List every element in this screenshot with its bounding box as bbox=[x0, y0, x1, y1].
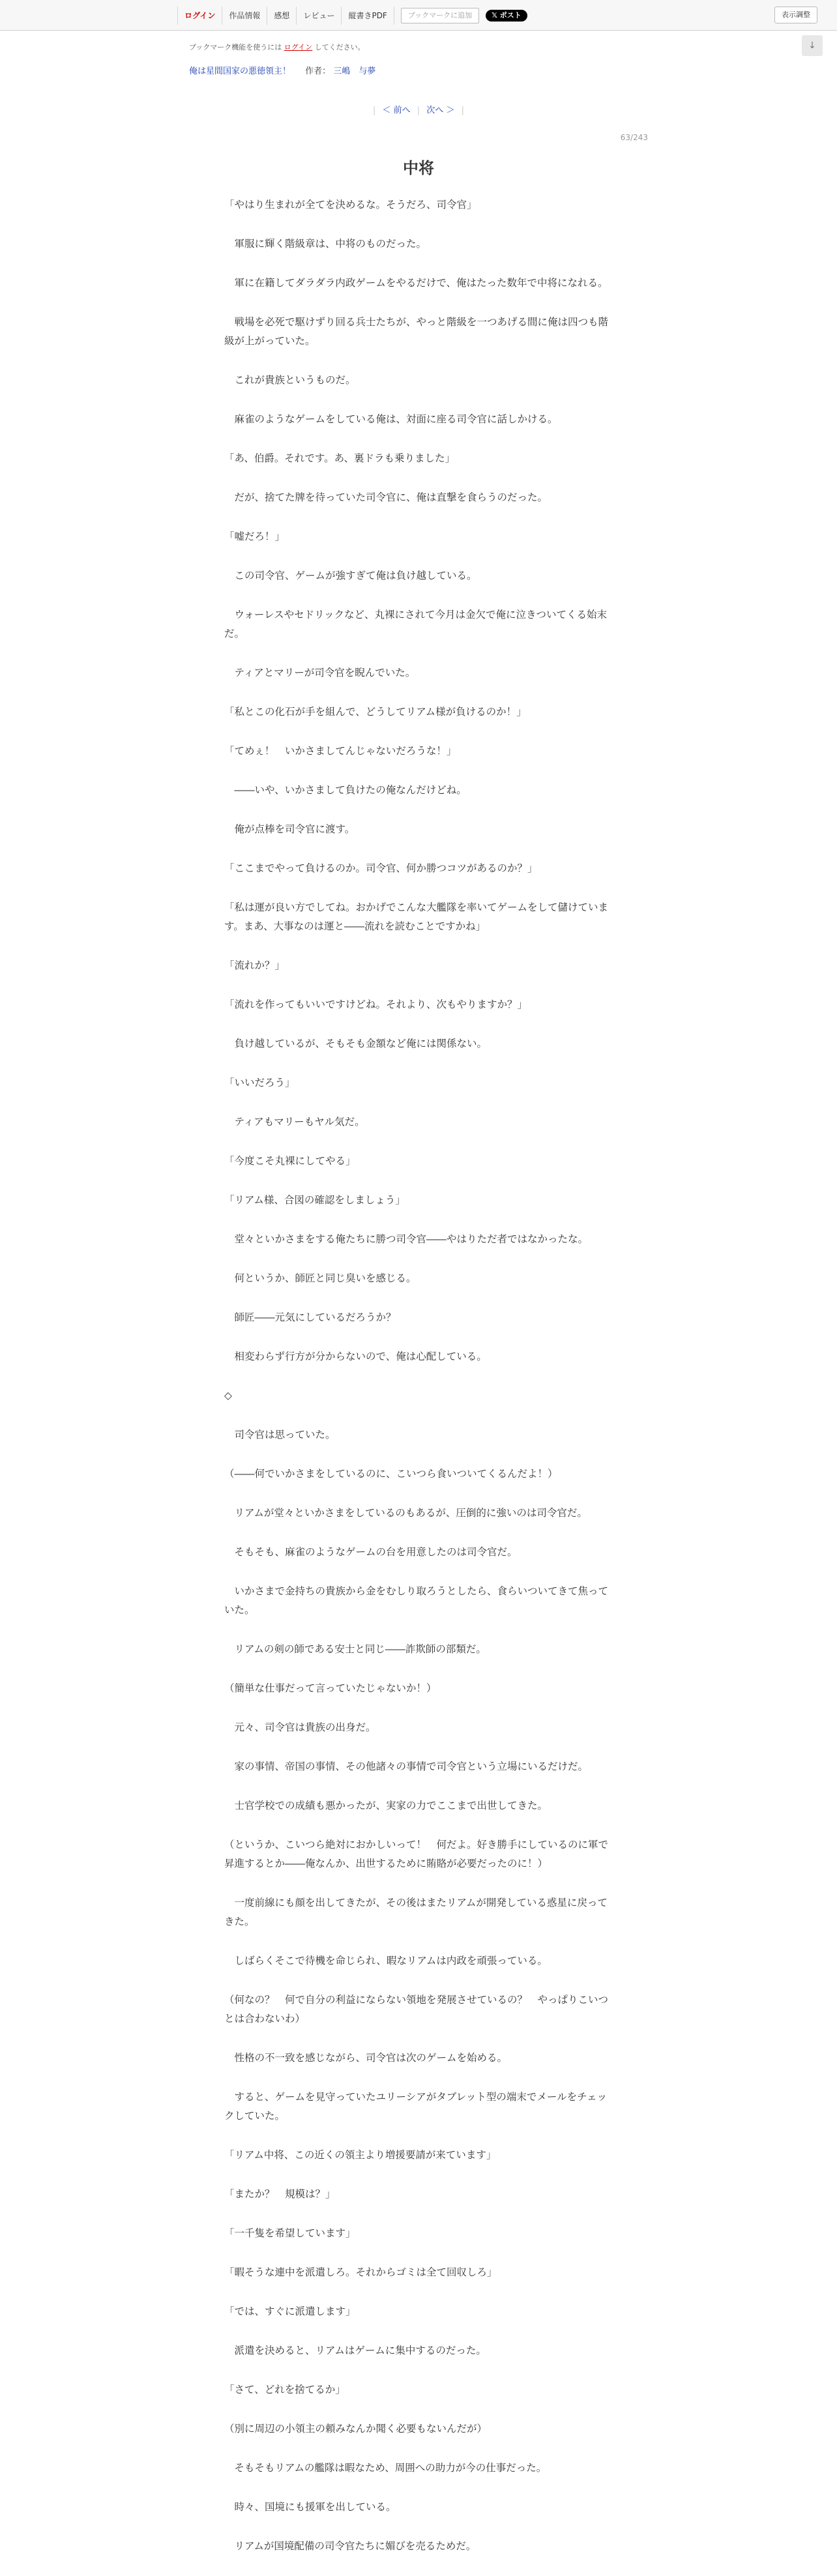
body-paragraph: 司令官は思っていた。 bbox=[224, 1429, 336, 1441]
body-paragraph: 「リアム中将、この近くの領主より増援要請が来ています」 bbox=[224, 2149, 497, 2161]
body-paragraph: 「てめぇ！ いかさましてんじゃないだろうな！」 bbox=[224, 745, 457, 757]
body-paragraph: 派遣を決めると、リアムはゲームに集中するのだった。 bbox=[224, 2345, 486, 2356]
body-paragraph: 「今度こそ丸裸にしてやる」 bbox=[224, 1155, 356, 1167]
body-paragraph: 相変わらず行方が分からないので、俺は心配している。 bbox=[224, 1351, 487, 1362]
login-notice-link[interactable]: ログイン bbox=[284, 43, 313, 51]
body-paragraph: （何なの？ 何で自分の利益にならない領地を発展させているの？ やっぱりこいつとは合わないわ） bbox=[224, 1994, 609, 2025]
body-paragraph: すると、ゲームを見守っていたユリーシアがタブレット型の端末でメールをチェックしていた。 bbox=[224, 2091, 608, 2122]
body-paragraph: 家の事情、帝国の事情、その他諸々の事情で司令官という立場にいるだけだ。 bbox=[224, 1761, 589, 1772]
body-paragraph: 時々、国境にも援軍を出している。 bbox=[224, 2501, 396, 2513]
body-paragraph: 「リアム様、合図の確認をしましょう」 bbox=[224, 1194, 405, 1206]
login-notice bbox=[189, 42, 365, 52]
body-paragraph: 俺が点棒を司令官に渡す。 bbox=[224, 823, 355, 835]
body-paragraph: （というか、こいつら絶対におかしいって！ 何だよ。好き勝手にしているのに軍で昇進するとか――俺なんか、出世するために賄賂が必要だったのに！） bbox=[224, 1839, 609, 1869]
body-paragraph: そもそもリアムの艦隊は暇なため、周囲への助力が今の仕事だった。 bbox=[224, 2462, 547, 2474]
body-paragraph: 師匠――元気にしているだろうか？ bbox=[224, 1311, 396, 1323]
body-paragraph: ティアもマリーもヤル気だ。 bbox=[224, 1116, 365, 1128]
down-arrow-icon: ↓ bbox=[808, 40, 816, 51]
body-paragraph: 「いいだろう」 bbox=[224, 1077, 295, 1089]
body-paragraph: そもそも、麻雀のようなゲームの台を用意したのは司令官だ。 bbox=[224, 1546, 518, 1558]
body-paragraph: ――いや、いかさまして負けたの俺なんだけどね。 bbox=[224, 784, 467, 796]
body-paragraph: 「またか？ 規模は？」 bbox=[224, 2188, 336, 2200]
body-paragraph: 士官学校での成績も悪かったが、実家の力でここまで出世してきた。 bbox=[224, 1800, 548, 1811]
display-settings-button[interactable]: 表示調整 bbox=[774, 7, 817, 23]
body-paragraph: これが貴族というものだ。 bbox=[224, 374, 356, 386]
body-paragraph: 戦場を必死で駆けずり回る兵士たちが、やっと階級を一つあげる間に俺は四つも階級が上がっていた。 bbox=[224, 316, 609, 347]
chapter-title: 中将 bbox=[403, 159, 434, 177]
body-paragraph: 性格の不一致を感じながら、司令官は次のゲームを始める。 bbox=[224, 2052, 508, 2064]
body-paragraph: 「流れか？」 bbox=[224, 959, 286, 971]
scroll-down-button[interactable] bbox=[802, 35, 823, 56]
next-episode-link[interactable]: 次へ ＞ bbox=[426, 106, 455, 115]
body-paragraph: 「一千隻を希望しています」 bbox=[224, 2227, 356, 2239]
author-link[interactable]: 三嶋 与夢 bbox=[333, 66, 376, 76]
vertical-pdf-link[interactable]: 縦書きPDF bbox=[342, 7, 394, 25]
body-paragraph: リアムの剣の師である安士と同じ――詐欺師の部類だ。 bbox=[224, 1643, 486, 1655]
x-share-button[interactable]: 𝕏 ポスト bbox=[486, 10, 527, 22]
impressions-link[interactable]: 感想 bbox=[267, 7, 297, 25]
novel-body bbox=[224, 196, 613, 2576]
body-paragraph: （別に周辺の小領主の頼みなんか聞く必要もないんだが） bbox=[224, 2423, 488, 2435]
body-paragraph: 「私とこの化石が手を組んで、どうしてリアム様が負けるのか！」 bbox=[224, 706, 527, 718]
body-paragraph: 「流れを作ってもいいですけどね。それより、次もやりますか？」 bbox=[224, 999, 528, 1010]
body-paragraph: 「嘘だろ！」 bbox=[224, 531, 286, 542]
body-paragraph: ウォーレスやセドリックなど、丸裸にされて今月は金欠で俺に泣きついてくる始末だ。 bbox=[224, 609, 607, 639]
episode-progress: 63/243 bbox=[620, 133, 648, 142]
body-paragraph: 「ここまでやって負けるのか。司令官、何か勝つコツがあるのか？」 bbox=[224, 862, 538, 874]
login-link[interactable]: ログイン bbox=[177, 7, 222, 25]
body-paragraph: 軍に在籍してダラダラ内政ゲームをやるだけで、俺はたった数年で中将になれる。 bbox=[224, 277, 608, 289]
body-paragraph: 負け越しているが、そもそも金額など俺には関係ない。 bbox=[224, 1038, 488, 1049]
body-paragraph: リアムが国境配備の司令官たちに媚びを売るためだ。 bbox=[224, 2540, 477, 2552]
review-link[interactable]: レビュー bbox=[297, 7, 342, 25]
body-paragraph: しばらくそこで待機を命じられ、暇なリアムは内政を頑張っている。 bbox=[224, 1955, 548, 1967]
body-paragraph: （――何でいかさまをしているのに、こいつら食いついてくるんだよ！） bbox=[224, 1468, 558, 1480]
body-paragraph: だが、捨てた牌を待っていた司令官に、俺は直撃を食らうのだった。 bbox=[224, 491, 548, 503]
body-paragraph: 軍服に輝く階級章は、中将のものだった。 bbox=[224, 238, 427, 250]
login-notice-suffix: してください。 bbox=[314, 43, 365, 51]
body-paragraph: 堂々といかさまをする俺たちに勝つ司令官――やはりただ者ではなかったな。 bbox=[224, 1233, 589, 1245]
body-paragraph: 「さて、どれを捨てるか」 bbox=[224, 2384, 345, 2395]
body-paragraph: この司令官、ゲームが強すぎて俺は負け越している。 bbox=[224, 570, 477, 581]
body-paragraph: ◇ bbox=[224, 1390, 232, 1401]
series-title-link[interactable]: 俺は星間国家の悪徳領主！ bbox=[189, 66, 291, 76]
body-paragraph: （簡単な仕事だって言っていたじゃないか！） bbox=[224, 1682, 437, 1694]
work-info-link[interactable]: 作品情報 bbox=[222, 7, 267, 25]
body-paragraph: リアムが堂々といかさまをしているのもあるが、圧倒的に強いのは司令官だ。 bbox=[224, 1507, 587, 1519]
add-bookmark-button[interactable]: ブックマークに追加 bbox=[401, 8, 479, 23]
body-paragraph: 「やはり生まれが全てを決めるな。そうだろ、司令官」 bbox=[224, 199, 477, 211]
body-paragraph: 元々、司令官は貴族の出身だ。 bbox=[224, 1721, 376, 1733]
body-paragraph: 「私は運が良い方でしてね。おかげでこんな大艦隊を率いてゲームをして儲けています。まあ、大事なのは運と――流れを読むことですかね」 bbox=[224, 901, 609, 932]
body-paragraph: 「あ、伯爵。それです。あ、裏ドラも乗りました」 bbox=[224, 452, 456, 464]
top-navigation-bar bbox=[0, 0, 837, 31]
body-paragraph: 麻雀のようなゲームをしている俺は、対面に座る司令官に話しかける。 bbox=[224, 413, 558, 425]
main-nav bbox=[177, 7, 527, 25]
body-paragraph: 「暇そうな連中を派遣しろ。それからゴミは全て回収しろ」 bbox=[224, 2266, 497, 2278]
author-label: 作者： bbox=[305, 66, 331, 76]
episode-pager: | ＜ 前へ | 次へ ＞ | bbox=[372, 106, 464, 115]
prev-episode-link[interactable]: ＜ 前へ bbox=[382, 106, 411, 115]
body-paragraph: ティアとマリーが司令官を睨んでいた。 bbox=[224, 667, 416, 679]
body-paragraph: いかさまで金持ちの貴族から金をむしり取ろうとしたら、食らいついてきて焦っていた。 bbox=[224, 1585, 609, 1616]
body-paragraph: 何というか、師匠と同じ臭いを感じる。 bbox=[224, 1272, 417, 1284]
body-paragraph: 「では、すぐに派遣します」 bbox=[224, 2305, 356, 2317]
series-header bbox=[189, 64, 375, 76]
body-paragraph: 一度前線にも顔を出してきたが、その後はまたリアムが開発している惑星に戻ってきた。 bbox=[224, 1897, 608, 1927]
login-notice-prefix: ブックマーク機能を使うには bbox=[189, 43, 282, 51]
